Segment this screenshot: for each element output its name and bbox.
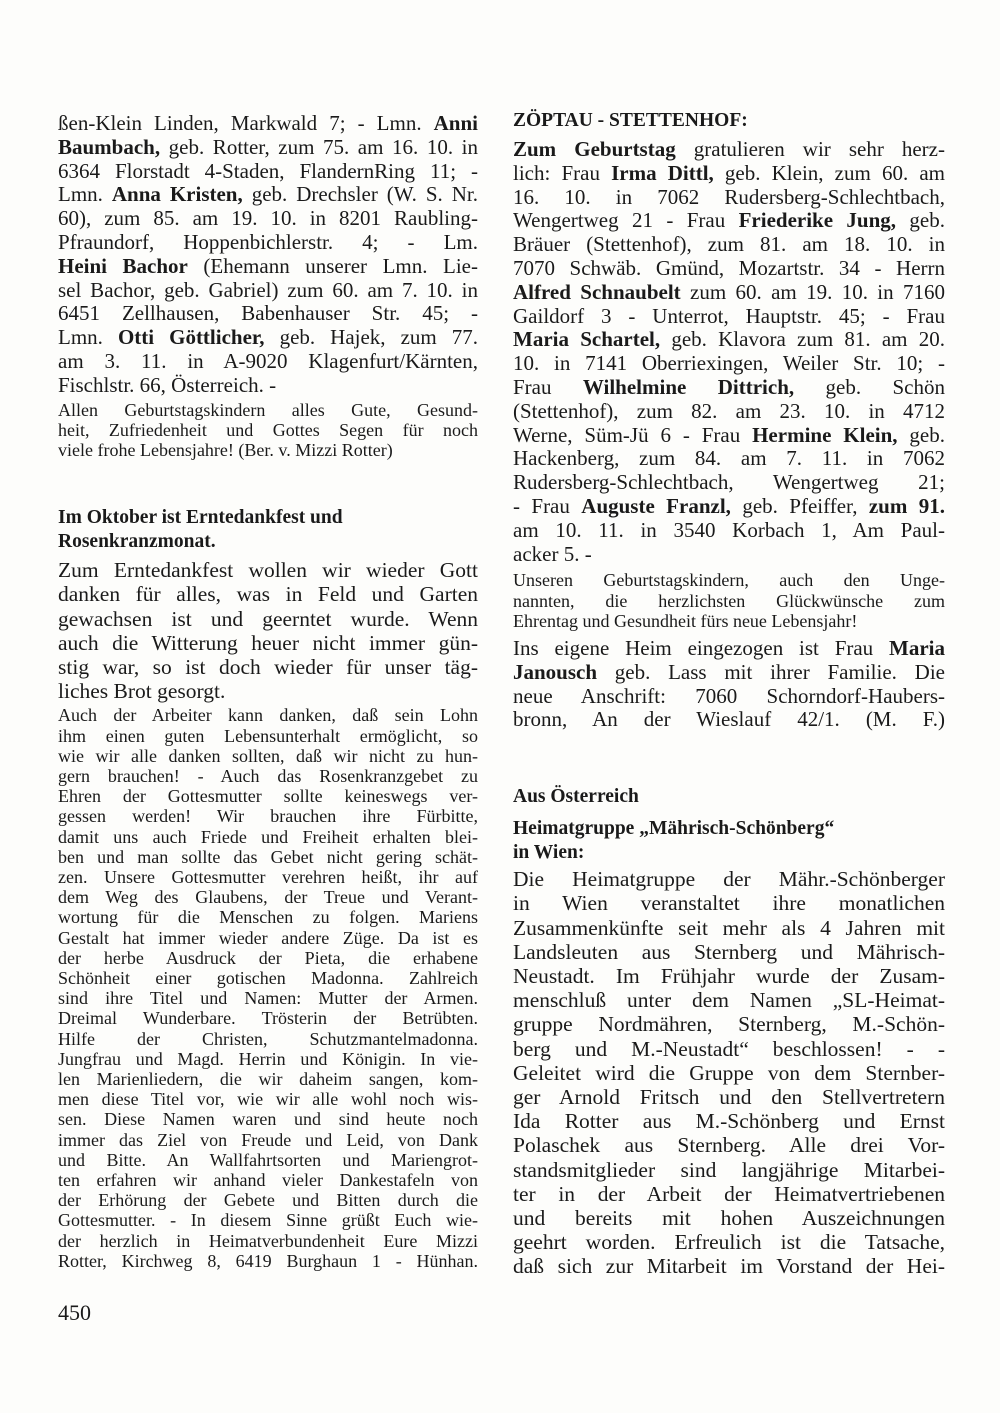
erntedank-body — [58, 705, 478, 1271]
text-line — [513, 1133, 945, 1157]
text-line — [513, 611, 945, 631]
text-run: 6364 Florstadt 4-Staden, FlandernRing 11; - — [58, 158, 478, 183]
right-column — [513, 109, 945, 1279]
text-line — [513, 352, 945, 376]
text-run: Schönheit einer gotischen Madonna. Zahlreich — [58, 968, 478, 989]
text-line — [513, 891, 945, 915]
text-run: Zum Erntedankfest wollen wir wieder Gott — [58, 558, 478, 583]
text-run: 6451 Zellhausen, Babenhauser Str. 45; - — [58, 301, 478, 326]
text-line — [513, 637, 945, 661]
text-line — [513, 591, 945, 611]
text-run: - Frau — [513, 493, 582, 518]
text-run: zen. Unsere Gottesmutter verehren heißt, ihr auf — [58, 867, 478, 888]
text-run: nannten, die herzlichsten Glückwünsche zum — [513, 590, 945, 611]
bold-name: Heini Bachor — [58, 253, 188, 278]
text-line — [58, 400, 478, 420]
text-line — [513, 186, 945, 210]
text-run: Polaschek aus Sternberg. Alle drei Vor- — [513, 1133, 945, 1158]
bold-name: Auguste Franzl, — [581, 493, 731, 518]
text-line — [513, 138, 945, 162]
text-run: Gestalt hat immer wieder andere Züge. Da ist es — [58, 927, 478, 948]
text-line — [513, 162, 945, 186]
text-run: Allen Geburtstagskindern alles Gute, Gesund- — [58, 399, 478, 420]
text-run: damit uns auch Friede und Freiheit erhalten blei- — [58, 826, 478, 847]
text-line — [58, 326, 478, 350]
bold-name: Maria — [889, 635, 945, 660]
heimatgruppe-body — [513, 867, 945, 1278]
birthday-list-right — [513, 138, 945, 566]
text-run: gratulieren wir sehr herz- — [675, 137, 945, 161]
new-home-notice — [513, 637, 945, 732]
text-line — [58, 988, 478, 1008]
text-line — [513, 424, 945, 448]
text-run: menschluß unter dem Namen „SL-Heimat- — [513, 988, 945, 1013]
text-line — [58, 279, 478, 303]
bold-name: Hermine Klein, — [752, 422, 898, 447]
text-line — [513, 1061, 945, 1085]
text-line — [58, 1049, 478, 1069]
text-run: (Stettenhof), zum 82. am 23. 10. in 4712 — [513, 398, 945, 423]
text-run: Auch der Arbeiter kann danken, daß sein Lohn — [58, 705, 478, 726]
text-run: Frau — [513, 374, 583, 399]
bold-name: Maria Schartel, — [513, 327, 661, 352]
text-run: Gaildorf 3 - Unterrot, Hauptstr. 45; - Frau — [513, 303, 945, 328]
text-line — [58, 1069, 478, 1089]
text-line — [58, 705, 478, 725]
text-line — [513, 1012, 945, 1036]
text-run: ben und man sollte das Gebet nicht gering schät- — [58, 846, 478, 867]
bold-name: Baumbach, — [58, 134, 161, 159]
text-line — [58, 786, 478, 806]
text-run: danken für alles, was in Feld und Garten — [58, 582, 478, 607]
text-line — [513, 1037, 945, 1061]
text-run: Aus Österreich — [513, 786, 639, 808]
text-line — [58, 112, 478, 136]
text-line — [58, 679, 478, 703]
text-line — [58, 948, 478, 968]
text-line — [513, 867, 945, 891]
text-line — [513, 570, 945, 590]
text-run: men diese Titel vor, wie wir alle wohl noch wis- — [58, 1089, 478, 1110]
text-line — [513, 841, 945, 865]
text-run: Lmn. — [58, 182, 112, 207]
text-run: Hackenberg, zum 84. am 7. 11. in 7062 — [513, 446, 945, 471]
text-line — [58, 1170, 478, 1190]
text-line — [513, 1206, 945, 1230]
birthday-wishes-right — [513, 570, 945, 631]
text-run: ihm einen guten Lebensunterhalt ermöglicht, so — [58, 725, 478, 746]
text-line — [58, 1150, 478, 1170]
text-run: der Erhörung der Gebete und Bitten durch die — [58, 1190, 478, 1211]
article-heading-heimatgruppe — [513, 817, 945, 865]
text-run: Rosenkranzmonat. — [58, 531, 216, 553]
text-run: immer das Ziel von Freude und Leid, von Dank — [58, 1129, 478, 1150]
text-run: geb. — [896, 208, 945, 233]
bold-name: Anni — [433, 111, 478, 135]
text-run: 7070 Schwäb. Gmünd, Mozartstr. 34 - Herrn — [513, 255, 945, 280]
text-run: sel Bachor, geb. Gabriel) zum 60. am 7. 10. in — [58, 277, 478, 302]
text-line — [58, 1251, 478, 1271]
text-run: Neustadt. Im Frühjahr wurde der Zusam- — [513, 963, 945, 988]
text-run: gruppe Nordmähren, Sternberg, M.-Schön- — [513, 1012, 945, 1037]
text-line — [58, 255, 478, 279]
text-line — [513, 281, 945, 305]
text-run: 10. in 7141 Oberriexingen, Weiler Str. 10; - — [513, 351, 945, 376]
text-line — [58, 1029, 478, 1049]
text-run: gern brauchen! - Auch das Rosenkranzgebet zu — [58, 766, 478, 786]
text-run: gessen werden! Wir brauchen ihre Fürbitte, — [58, 806, 478, 827]
text-run: len Marienliedern, die wir daheim sangen, kom- — [58, 1069, 478, 1090]
bold-name: Janousch — [513, 659, 598, 684]
text-line — [513, 785, 945, 809]
text-line — [58, 136, 478, 160]
text-line — [513, 817, 945, 841]
text-line — [513, 328, 945, 352]
text-run: Rudersberg-Schlechtbach, Wengertweg 21; — [513, 470, 945, 495]
page-number: 450 — [58, 1300, 91, 1325]
text-line — [58, 183, 478, 207]
text-line — [58, 1008, 478, 1028]
text-run: Bräuer (Stettenhof), zum 81. am 18. 10. in — [513, 232, 945, 257]
text-line — [58, 1190, 478, 1210]
bold-name: zum 91. — [868, 493, 945, 518]
text-run: Im Oktober ist Erntedankfest und — [58, 507, 343, 529]
text-line — [513, 471, 945, 495]
text-run: bronn, An der Wieslauf 42/1. (M. F.) — [513, 707, 945, 732]
text-line — [513, 661, 945, 685]
text-run: Jungfrau und Magd. Herrin und Königin. In vie- — [58, 1048, 478, 1069]
text-line — [513, 1254, 945, 1278]
text-line — [513, 257, 945, 281]
text-line — [58, 420, 478, 440]
text-run: und Bitte. An Wallfahrtsorten und Mariengrot- — [58, 1149, 478, 1170]
text-run: Landsleuten aus Sternberg und Mährisch- — [513, 939, 945, 964]
text-line — [513, 495, 945, 519]
text-line — [58, 631, 478, 655]
text-run: Hilfe der Christen, Schutzmantelmadonna. — [58, 1028, 478, 1049]
text-run: Pfraundorf, Hoppenbichlerstr. 4; - Lm. — [58, 229, 478, 254]
bold-name: Friederike Jung, — [738, 208, 897, 233]
text-line — [58, 160, 478, 184]
text-run: geb. Klein, zum 60. am — [713, 160, 945, 185]
text-line — [513, 916, 945, 940]
text-run: und bereits mit hohen Auszeichnungen — [513, 1205, 945, 1230]
text-line — [58, 530, 478, 554]
text-run: ZÖPTAU - STETTENHOF: — [513, 110, 748, 131]
text-run: Heimatgruppe „Mährisch-Schönberg“ — [513, 818, 835, 840]
text-line — [58, 847, 478, 867]
text-run: Gottesmutter. - In diesem Sinne grüßt Euch wie- — [58, 1210, 478, 1231]
text-run: Ins eigene Heim eingezogen ist Frau — [513, 635, 890, 660]
text-run: der herbe Ausdruck der Pieta, die erhabene — [58, 947, 478, 968]
text-run: wortung für die Menschen zu folgen. Mariens — [58, 907, 478, 928]
text-run: geb. Pfeiffer, — [730, 493, 869, 518]
text-run: liches Brot gesorgt. — [58, 679, 226, 704]
text-run: Ehren der Gottesmutter sollte keineswegs ver- — [58, 786, 478, 807]
text-run: in Wien: — [513, 842, 585, 864]
text-run: am 10. 11. in 3540 Korbach 1, Am Paul- — [513, 517, 945, 542]
text-run: am 3. 11. in A-9020 Klagenfurt/Kärnten, — [58, 348, 478, 373]
text-line — [58, 558, 478, 582]
text-line — [58, 827, 478, 847]
text-run: ten erfahren wir anhand vieler Dankestafeln von — [58, 1170, 478, 1191]
text-line — [513, 519, 945, 543]
text-run: Die Heimatgruppe der Mähr.-Schönberger — [513, 867, 945, 892]
text-run: Fischlstr. 66, Österreich. - — [58, 372, 277, 397]
text-run: geb. Lass mit ihrer Familie. Die — [597, 659, 945, 684]
text-line — [58, 350, 478, 374]
text-line — [58, 207, 478, 231]
text-line — [58, 968, 478, 988]
text-run: gewachsen ist und geerntet wurde. Wenn — [58, 606, 478, 631]
text-line — [58, 655, 478, 679]
text-line — [58, 582, 478, 606]
section-heading-zoeptau — [513, 109, 945, 133]
text-line — [513, 988, 945, 1012]
text-run: der herzlich in Heimatverbundenheit Eure Mizzi — [58, 1230, 478, 1251]
bold-name: Otti Göttlicher, — [117, 325, 265, 350]
article-heading-erntedank — [58, 506, 478, 554]
text-line — [513, 1158, 945, 1182]
text-run: geb. Hajek, zum 77. — [264, 325, 478, 350]
text-line — [58, 1210, 478, 1230]
text-line — [58, 374, 478, 398]
text-run: Unseren Geburtstagskindern, auch den Unge- — [513, 570, 945, 591]
bold-name: Anna Kristen, — [111, 182, 243, 207]
text-run: geb. Schön — [794, 374, 946, 399]
left-column — [58, 112, 478, 1271]
text-line — [58, 907, 478, 927]
text-line — [513, 1230, 945, 1254]
text-run: sen. Diese Namen waren und sind heute noch — [58, 1109, 478, 1130]
text-line — [513, 209, 945, 233]
text-line — [513, 685, 945, 709]
text-line — [513, 400, 945, 424]
text-run: acker 5. - — [513, 541, 592, 566]
text-run: geehrt worden. Erfreulich ist die Tatsache, — [513, 1230, 945, 1255]
text-line — [513, 1182, 945, 1206]
text-run: Rotter, Kirchweg 8, 6419 Burghaun 1 - Hünhan. — [58, 1250, 478, 1271]
text-run: neue Anschrift: 7060 Schorndorf-Haubers- — [513, 683, 945, 708]
text-run: ger Arnold Fritsch und den Stellvertretern — [513, 1084, 945, 1109]
text-run: in Wien veranstaltet ihre monatlichen — [513, 891, 945, 916]
text-line — [58, 867, 478, 887]
bold-name: Irma Dittl, — [611, 160, 714, 185]
text-line — [58, 231, 478, 255]
text-run: sind ihre Titel und Namen: Mutter der Armen. — [58, 988, 478, 1009]
birthday-wishes-left — [58, 400, 478, 461]
text-line — [513, 1085, 945, 1109]
text-run: Lmn. — [58, 325, 118, 350]
text-line — [58, 607, 478, 631]
text-line — [58, 506, 478, 530]
text-run: heit, Zufriedenheit und Gottes Segen für noch — [58, 419, 478, 440]
text-line — [513, 305, 945, 329]
text-run: geb. Klavora zum 81. am 20. — [660, 327, 945, 352]
text-line — [513, 964, 945, 988]
text-line — [58, 928, 478, 948]
text-run: Zusammenkünfte seit mehr als 4 Jahren mit — [513, 915, 945, 940]
text-run: Geleitet wird die Gruppe von dem Sternber- — [513, 1060, 945, 1085]
text-line — [513, 109, 945, 133]
text-line — [58, 1109, 478, 1129]
text-line — [513, 543, 945, 567]
text-run: dem Weg des Glaubens, der Treue und Verant- — [58, 887, 478, 908]
text-line — [513, 940, 945, 964]
text-run: Ida Rotter aus M.-Schönberg und Ernst — [513, 1109, 945, 1134]
text-run: geb. Rotter, zum 75. am 16. 10. in — [160, 134, 478, 159]
text-run: auch die Witterung heuer nicht immer gün- — [58, 630, 478, 655]
birthday-list-left — [58, 112, 478, 398]
text-line — [58, 746, 478, 766]
text-line — [513, 376, 945, 400]
text-run: viele frohe Lebensjahre! (Ber. v. Mizzi Rotter) — [58, 439, 393, 460]
text-run: ßen-Klein Linden, Markwald 7; - Lmn. — [58, 111, 434, 135]
text-run: ter in der Arbeit der Heimatvertriebenen — [513, 1181, 945, 1206]
bold-name: Alfred Schnaubelt — [513, 279, 681, 304]
text-line — [513, 1109, 945, 1133]
bold-name: Zum Geburtstag — [513, 137, 676, 161]
text-line — [58, 1089, 478, 1109]
text-run: geb. Drechsler (W. S. Nr. — [242, 182, 478, 207]
text-run: lich: Frau — [513, 160, 612, 185]
text-run: Wengertweg 21 - Frau — [513, 208, 739, 233]
text-run: 60), zum 85. am 19. 10. in 8201 Raubling- — [58, 206, 478, 231]
text-run: daß sich zur Mitarbeit im Vorstand der Hei- — [513, 1254, 945, 1279]
text-line — [58, 887, 478, 907]
text-run: geb. — [897, 422, 945, 447]
section-heading-austria — [513, 785, 945, 809]
text-line — [513, 708, 945, 732]
text-run: Werne, Süm-Jü 6 - Frau — [513, 422, 753, 447]
text-run: zum 60. am 19. 10. in 7160 — [680, 279, 945, 304]
text-line — [513, 447, 945, 471]
text-line — [58, 1130, 478, 1150]
text-line — [513, 233, 945, 257]
text-line — [58, 806, 478, 826]
erntedank-intro — [58, 558, 478, 703]
text-line — [58, 766, 478, 786]
text-run: Dreimal Wunderbare. Trösterin der Betrübten. — [58, 1008, 478, 1029]
text-line — [58, 1231, 478, 1251]
text-run: stig war, so ist doch wieder für unser täg- — [58, 654, 478, 679]
text-line — [58, 302, 478, 326]
bold-name: Wilhelmine Dittrich, — [582, 374, 795, 399]
text-run: wie wir alle danken sollten, daß wir nicht zu hun- — [58, 745, 478, 766]
text-run: (Ehemann unserer Lmn. Lie- — [187, 253, 478, 278]
text-run: Ehrentag und Gesundheit fürs neue Lebensjahr! — [513, 610, 858, 631]
text-line — [58, 440, 478, 460]
text-run: 16. 10. in 7062 Rudersberg-Schlechtbach, — [513, 184, 945, 209]
text-line — [58, 726, 478, 746]
text-run: berg und M.-Neustadt“ beschlossen! - - — [513, 1036, 945, 1061]
text-run: standsmitglieder sind langjährige Mitarbei- — [513, 1157, 945, 1182]
